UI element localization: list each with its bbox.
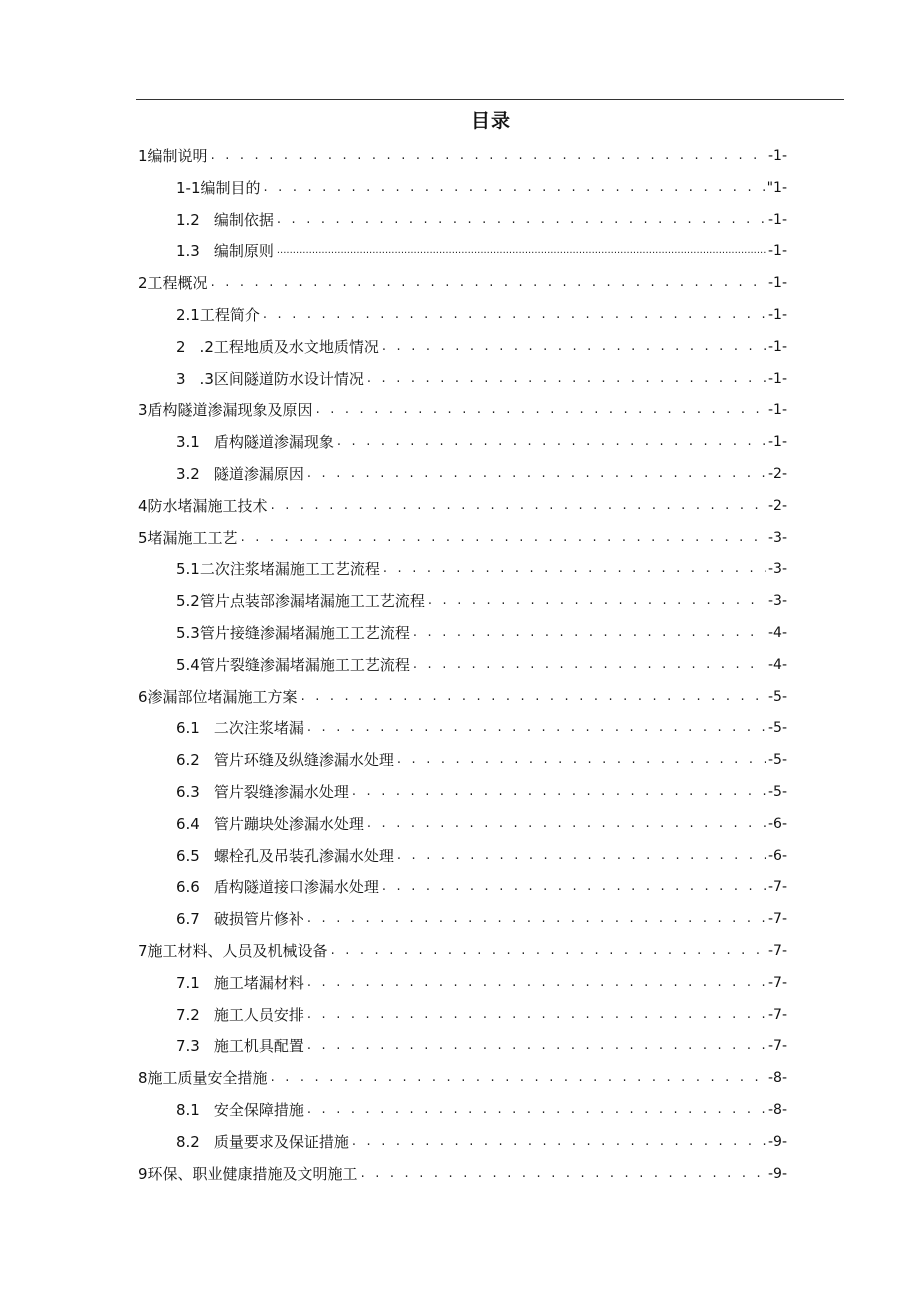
toc-entry-number: 5	[138, 528, 148, 547]
toc-dot-leader	[307, 464, 766, 484]
toc-entry[interactable]	[138, 1064, 787, 1088]
toc-dot-leader	[316, 400, 766, 420]
toc-entry-label: 管片点装部渗漏堵漏施工工艺流程	[199, 592, 425, 611]
toc-entry[interactable]	[176, 1096, 787, 1120]
toc-entry-label: 施工机具配置	[213, 1037, 304, 1056]
toc-entry-label: 螺栓孔及吊装孔渗漏水处理	[213, 846, 394, 865]
toc-entry[interactable]	[176, 714, 787, 738]
toc-entry-label: 工程概况	[147, 274, 208, 293]
toc-entry[interactable]	[176, 842, 787, 866]
toc-dot-leader	[352, 1132, 766, 1152]
toc-page-number: -1-	[767, 275, 787, 292]
toc-entry-number: 8.1	[176, 1101, 200, 1119]
toc-page-number: -1-	[767, 243, 787, 260]
toc-entry-label: 工程简介	[199, 306, 260, 324]
toc-entry[interactable]	[176, 969, 787, 993]
toc-entry-label: 施工人员安排	[213, 1005, 304, 1024]
toc-entry-label: 隧道渗漏原因	[213, 465, 304, 483]
toc-page-number: -4-	[767, 625, 787, 641]
toc-entry[interactable]	[138, 396, 787, 420]
toc-entry[interactable]	[176, 1001, 787, 1025]
toc-dot-leader	[271, 496, 766, 516]
toc-dot-leader	[271, 1068, 766, 1088]
toc-dot-leader	[361, 1164, 766, 1184]
toc-page-number: -3-	[767, 593, 787, 610]
toc-page-number: -1-	[767, 434, 787, 451]
toc-entry-label: 安全保障措施	[213, 1101, 304, 1119]
toc-entry[interactable]	[138, 683, 787, 707]
toc-page-number: -8-	[767, 1102, 787, 1118]
toc-entry-label: 施工材料、人员及机械设备	[147, 942, 328, 960]
toc-page-number: -9-	[767, 1165, 787, 1182]
toc-entry-number: 6	[138, 687, 148, 706]
toc-entry[interactable]	[176, 587, 787, 611]
toc-entry[interactable]	[176, 810, 787, 834]
toc-entry-number: 6.1	[176, 719, 200, 738]
toc-page-number: -2-	[767, 466, 787, 482]
toc-entry-number: 1.3	[176, 242, 200, 261]
toc-page-number: -1-	[767, 338, 787, 355]
toc-entry-label: 堵漏施工工艺	[147, 528, 238, 547]
toc-dot-leader	[428, 591, 766, 611]
toc-entry-number: 7.2	[176, 1005, 200, 1024]
toc-entry-label: 盾构隧道渗漏现象	[213, 433, 334, 452]
toc-entry-label: 防水堵漏施工技术	[147, 496, 268, 515]
toc-entry[interactable]	[176, 555, 787, 579]
toc-dot-leader	[382, 877, 766, 897]
toc-dot-leader	[307, 1005, 766, 1025]
toc-entry-label: .3区间隧道防水设计情况	[199, 369, 364, 388]
toc-entry-number: 6.6	[176, 878, 200, 897]
toc-entry-number: 9	[138, 1164, 148, 1183]
toc-entry[interactable]	[176, 333, 787, 357]
toc-entry-label: .2工程地质及水文地质情况	[199, 337, 379, 356]
toc-page-number: "1-	[766, 179, 787, 196]
toc-entry-label: 渗漏部位堵漏施工方案	[147, 687, 298, 706]
toc-entry-label: 编制说明	[147, 147, 208, 165]
toc-title: 目录	[470, 110, 511, 132]
toc-entry-number: 3	[138, 401, 148, 420]
toc-entry[interactable]	[176, 778, 787, 802]
toc-page-number: -5-	[767, 688, 787, 705]
toc-entry[interactable]	[176, 651, 787, 675]
toc-entry-number: 4	[138, 496, 148, 515]
toc-entry-number: 5.4	[176, 655, 200, 674]
toc-entry[interactable]	[138, 269, 787, 293]
toc-page-number: -6-	[767, 847, 787, 864]
toc-page-number: -5-	[767, 752, 787, 769]
toc-dot-leader	[413, 623, 766, 643]
toc-entry-number: 3.1	[176, 433, 200, 452]
toc-entry-number: 6.5	[176, 846, 200, 865]
header-rule	[136, 99, 844, 100]
toc-dot-leader	[367, 369, 766, 389]
toc-entry-number: 6.3	[176, 783, 200, 801]
toc-entry-label: 管片蹦块处渗漏水处理	[213, 814, 364, 833]
toc-dot-leader	[337, 432, 766, 452]
toc-entry-label: 施工质量安全措施	[147, 1069, 268, 1088]
toc-page-number: -2-	[767, 497, 787, 514]
toc-entry[interactable]	[176, 873, 787, 897]
toc-entry-number: 5.2	[176, 592, 200, 611]
toc-page-number: -7-	[767, 911, 787, 928]
toc-entry-label: 二次注浆堵漏施工工艺流程	[199, 560, 380, 579]
toc-entry-number: 7.3	[176, 1037, 200, 1056]
toc-dot-leader	[277, 210, 766, 230]
toc-dot-leader	[307, 1036, 766, 1056]
toc-entry-label: 编制原则	[213, 242, 274, 261]
toc-page-number: -4-	[767, 656, 787, 673]
toc-dot-leader	[241, 528, 766, 548]
toc-dot-leader	[211, 146, 766, 166]
toc-entry[interactable]	[176, 1032, 787, 1056]
toc-page-number: -1-	[767, 307, 787, 323]
toc-dot-leader	[277, 241, 766, 261]
toc-dot-leader	[352, 782, 766, 802]
toc-entry-number: 5.1	[176, 560, 200, 579]
toc-page-number: -3-	[767, 561, 787, 578]
toc-dot-leader	[211, 273, 766, 293]
toc-entry[interactable]	[176, 206, 787, 230]
toc-entry[interactable]	[138, 524, 787, 548]
toc-entry-number: 6.7	[176, 910, 200, 929]
toc-entry[interactable]	[176, 365, 787, 389]
toc-entry[interactable]	[176, 301, 787, 325]
toc-entry[interactable]	[176, 428, 787, 452]
toc-entry-label: 施工堵漏材料	[213, 973, 304, 992]
toc-entry-number: 6.2	[176, 751, 200, 770]
toc-entry-number: 3.2	[176, 465, 200, 483]
toc-page-number: -6-	[767, 815, 787, 832]
toc-dot-leader	[307, 909, 766, 929]
toc-page-number: -5-	[767, 720, 787, 737]
toc-entry-label: 编制目的	[200, 178, 261, 197]
toc-page-number: -9-	[767, 1133, 787, 1150]
toc-entry[interactable]	[138, 937, 787, 961]
toc-entry-label: 环保、职业健康措施及文明施工	[147, 1164, 358, 1183]
toc-page-number: -7-	[767, 879, 787, 896]
toc-entry-number: 8	[138, 1069, 148, 1088]
toc-entry-number: 7	[138, 942, 148, 960]
toc-entry-number: 8.2	[176, 1132, 200, 1151]
toc-entry-number: 2	[176, 337, 186, 356]
toc-dot-leader	[307, 1100, 766, 1120]
toc-page-number: -1-	[767, 402, 787, 419]
toc-dot-leader	[307, 973, 766, 993]
toc-entry-number: 2	[138, 274, 148, 293]
toc-entry-label: 盾构隧道渗漏现象及原因	[147, 401, 313, 420]
toc-dot-leader	[413, 655, 766, 675]
toc-entry-number: 1	[138, 147, 148, 165]
toc-dot-leader	[383, 559, 766, 579]
toc-page-number: -5-	[767, 784, 787, 800]
toc-page-number: -1-	[767, 148, 787, 164]
toc-page-number: -7-	[767, 1038, 787, 1055]
toc-entry-label: 二次注浆堵漏	[213, 719, 304, 738]
toc-page-number: -8-	[767, 1070, 787, 1087]
toc-entry[interactable]	[138, 1160, 787, 1184]
toc-page-number: -3-	[767, 529, 787, 546]
toc-entry[interactable]	[138, 492, 787, 516]
toc-page-number: -1-	[767, 211, 787, 228]
toc-entry[interactable]	[138, 142, 787, 166]
toc-page-number: -7-	[767, 943, 787, 959]
toc-entry-number: 7.1	[176, 973, 200, 992]
toc-dot-leader	[397, 750, 766, 770]
toc-entry-number: 1.2	[176, 210, 200, 229]
toc-page-number: -1-	[767, 370, 787, 387]
toc-dot-leader	[397, 846, 766, 866]
toc-dot-leader	[367, 814, 766, 834]
toc-entry-label: 管片环缝及纵缝渗漏水处理	[213, 751, 394, 770]
toc-entry[interactable]	[176, 174, 787, 198]
toc-entry-number: 5.3	[176, 624, 200, 642]
toc-dot-leader	[331, 941, 766, 961]
toc-entry-label: 管片裂缝渗漏堵漏施工工艺流程	[199, 655, 410, 674]
toc-entry-number: 1-1	[176, 178, 201, 197]
toc-page-number: -7-	[767, 1006, 787, 1023]
toc-entry[interactable]	[176, 619, 787, 643]
toc-entry[interactable]	[176, 460, 787, 484]
toc-entry[interactable]	[176, 1128, 787, 1152]
toc-entry-label: 盾构隧道接口渗漏水处理	[213, 878, 379, 897]
toc-entry-label: 质量要求及保证措施	[213, 1132, 349, 1151]
toc-dot-leader	[307, 718, 766, 738]
toc-page-number: -7-	[767, 974, 787, 991]
toc-dot-leader	[382, 337, 766, 357]
toc-dot-leader	[263, 305, 766, 325]
toc-entry[interactable]	[176, 905, 787, 929]
toc-entry-label: 管片裂缝渗漏水处理	[213, 783, 349, 801]
toc-entry-number: 2.1	[176, 306, 200, 324]
toc-entry[interactable]	[176, 746, 787, 770]
toc-entry-number: 6.4	[176, 814, 200, 833]
toc-entry[interactable]	[176, 237, 787, 261]
toc-entry-label: 编制依据	[213, 210, 274, 229]
toc-dot-leader	[301, 687, 766, 707]
toc-entry-label: 破损管片修补	[213, 910, 304, 929]
toc-entry-number: 3	[176, 369, 186, 388]
toc-entry-label: 管片接缝渗漏堵漏施工工艺流程	[199, 624, 410, 642]
toc-dot-leader	[264, 178, 765, 198]
